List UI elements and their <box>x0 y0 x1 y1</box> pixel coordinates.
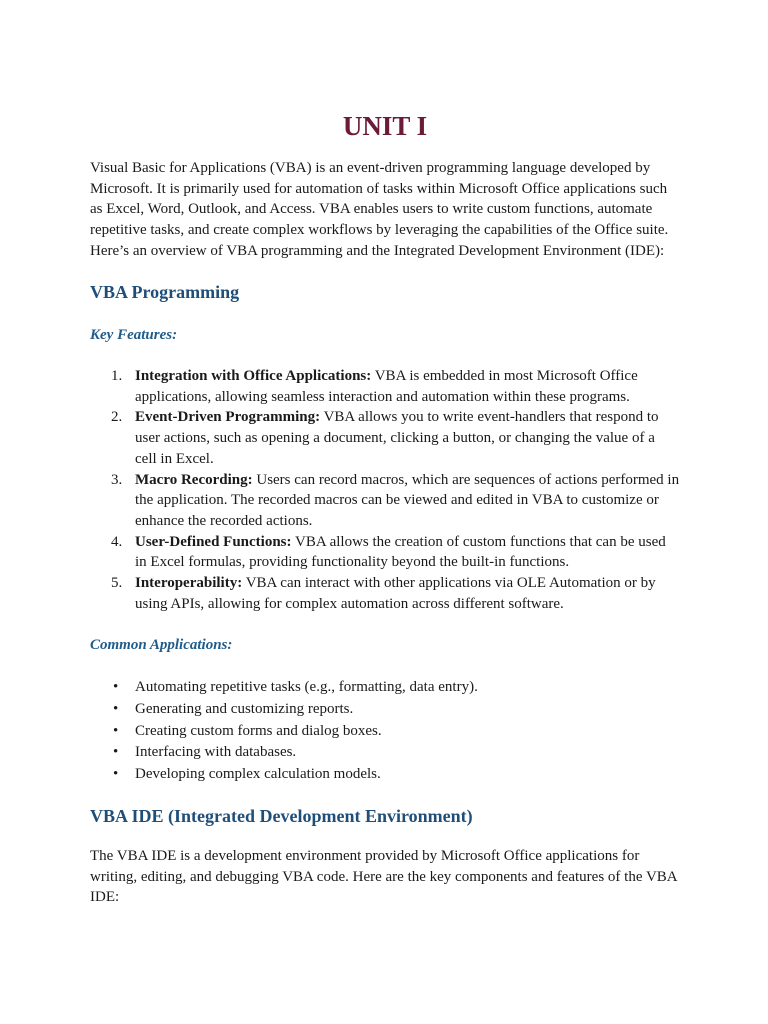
list-number: 3. <box>111 471 123 488</box>
feature-text: Users can record macros, which are sequences of actions performed in the application. The recorded macros can be viewed and edited in VBA to customize or enhance the recorded actions. <box>135 471 680 529</box>
vba-ide-heading: VBA IDE (Integrated Development Environment) <box>90 806 473 826</box>
list-item-text: Developing complex calculation models. <box>135 766 381 783</box>
list-item-text: Generating and customizing reports. <box>135 700 354 717</box>
intro-paragraph: Visual Basic for Applications (VBA) is an event-driven programming language developed by Microsoft. It is primarily used for automation of tasks within Microsoft Office applications such as Excel, Word, Outlook, and Access. VBA enables users to write custom functions, automate repetitive tasks, and create complex workflows by leveraging the capabilities of the Office suite. Here’s an overview of VBA programming and the Integrated Development Environment (IDE): <box>90 160 669 259</box>
feature-term: Interoperability: <box>135 575 243 592</box>
list-number: 4. <box>111 533 123 550</box>
list-item-text: Creating custom forms and dialog boxes. <box>135 722 382 739</box>
page-title: UNIT I <box>342 111 428 141</box>
bullet-icon: • <box>113 766 119 783</box>
feature-item <box>90 573 680 614</box>
list-number: 5. <box>111 575 123 592</box>
feature-item <box>90 407 680 469</box>
feature-text: VBA allows you to write event-handlers that respond to user actions, such as opening a document, clicking a button, or changing the value of a cell in Excel. <box>135 409 659 467</box>
feature-text: VBA can interact with other applications via OLE Automation or by using APIs, allowing for complex automation across different software. <box>135 575 656 612</box>
common-applications-heading: Common Applications: <box>90 637 233 653</box>
bullet-icon: • <box>113 679 119 695</box>
bullet-icon: • <box>113 700 119 717</box>
list-item <box>90 699 680 721</box>
feature-term: User-Defined Functions: <box>135 533 292 550</box>
list-number: 1. <box>111 368 123 384</box>
feature-item <box>90 470 680 532</box>
feature-text: VBA is embedded in most Microsoft Office applications, allowing seamless interaction and automation within these programs. <box>135 368 638 405</box>
feature-item <box>90 532 680 573</box>
feature-text: VBA allows the creation of custom functions that can be used in Excel formulas, providing functionality beyond the built-in functions. <box>135 533 666 571</box>
ide-paragraph: The VBA IDE is a development environment provided by Microsoft Office applications for writing, editing, and debugging VBA code. Here are the key components and features of the VBA IDE: <box>90 848 677 906</box>
vba-programming-heading: VBA Programming <box>90 282 240 302</box>
feature-item <box>90 366 680 407</box>
bullet-icon: • <box>113 744 119 761</box>
list-number: 2. <box>111 409 123 426</box>
list-item <box>90 677 680 699</box>
key-features-list <box>90 366 680 614</box>
list-item-text: Automating repetitive tasks (e.g., formatting, data entry). <box>135 679 478 695</box>
feature-term: Integration with Office Applications: <box>135 368 372 384</box>
list-item <box>90 721 680 743</box>
list-item-text: Interfacing with databases. <box>135 744 297 761</box>
feature-term: Macro Recording: <box>135 471 253 488</box>
common-applications-list <box>90 677 680 786</box>
list-item <box>90 764 680 786</box>
bullet-icon: • <box>113 722 119 739</box>
key-features-heading: Key Features: <box>90 327 178 343</box>
list-item <box>90 742 680 764</box>
feature-term: Event-Driven Programming: <box>135 409 321 426</box>
